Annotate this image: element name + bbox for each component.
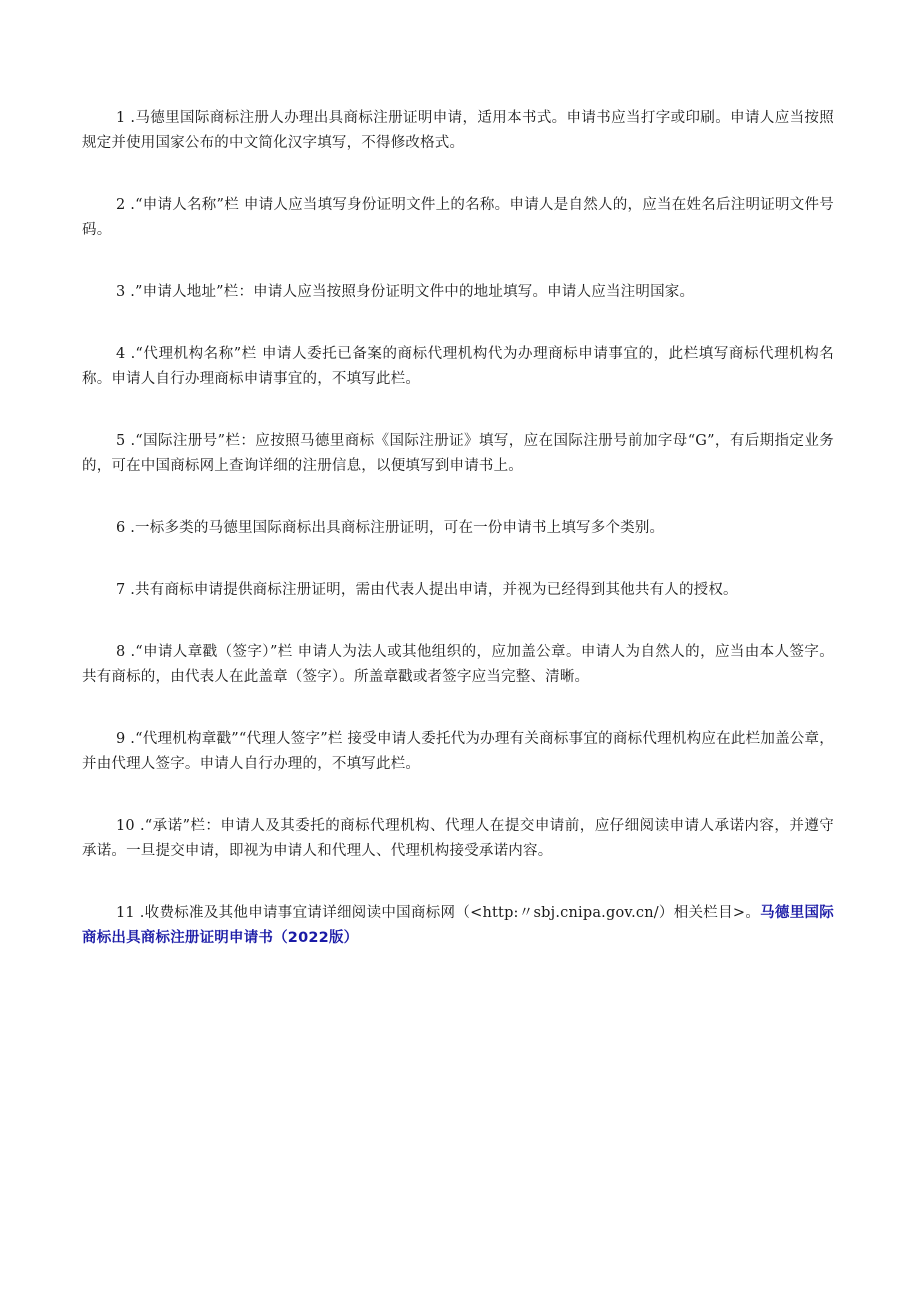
paragraph-text: .“申请人章戳（签字）”栏 申请人为法人或其他组织的，应加盖公章。申请人为自然人的，应当由本人签字。共有商标的，由代表人在此盖章（签字）。所盖章戳或者签字应当完整、清晰。 xyxy=(82,644,834,685)
paragraph-number: 11 xyxy=(116,905,135,921)
paragraph-number: 1 xyxy=(116,110,126,126)
instruction-paragraph-6 xyxy=(82,516,834,541)
paragraph-number: 2 xyxy=(116,197,126,213)
form-title-link[interactable]: 马德里国际商标出具商标注册证明申请书（2022版） xyxy=(82,905,834,946)
paragraph-number: 9 xyxy=(116,731,126,747)
paragraph-text: .收费标准及其他申请事宜请详细阅读中国商标网（<http:〃sbj.cnipa.gov.cn/）相关栏目>。 xyxy=(134,905,761,921)
instruction-paragraph-10 xyxy=(82,814,834,864)
paragraph-number: 7 xyxy=(116,582,126,598)
instruction-paragraph-8 xyxy=(82,640,834,690)
instruction-paragraph-9 xyxy=(82,727,834,777)
paragraph-number: 4 xyxy=(116,346,126,362)
instruction-paragraph-5 xyxy=(82,429,834,479)
instruction-paragraph-1 xyxy=(82,106,834,156)
paragraph-number: 6 xyxy=(116,520,126,536)
paragraph-number: 3 xyxy=(116,284,126,300)
paragraph-number: 10 xyxy=(116,818,135,834)
paragraph-text: .“申请人名称”栏 申请人应当填写身份证明文件上的名称。申请人是自然人的，应当在姓名后注明证明文件号码。 xyxy=(82,197,834,238)
instructions-list xyxy=(82,106,834,988)
paragraph-text: .“国际注册号”栏：应按照马德里商标《国际注册证》填写，应在国际注册号前加字母“G”，有后期指定业务的，可在中国商标网上查询详细的注册信息，以便填写到申请书上。 xyxy=(82,433,834,474)
instruction-paragraph-3 xyxy=(82,280,834,305)
paragraph-text: .“代理机构章戳”“代理人签字”栏 接受申请人委托代为办理有关商标事宜的商标代理机构应在此栏加盖公章，并由代理人签字。申请人自行办理的，不填写此栏。 xyxy=(82,731,834,772)
instruction-paragraph-11 xyxy=(82,901,834,951)
instruction-paragraph-2 xyxy=(82,193,834,243)
paragraph-text: .马德里国际商标注册人办理出具商标注册证明申请，适用本书式。申请书应当打字或印刷。申请人应当按照规定并使用国家公布的中文简化汉字填写，不得修改格式。 xyxy=(82,110,834,151)
paragraph-text: .共有商标申请提供商标注册证明，需由代表人提出申请，并视为已经得到其他共有人的授权。 xyxy=(125,582,738,598)
paragraph-number: 8 xyxy=(116,644,126,660)
instruction-paragraph-7 xyxy=(82,578,834,603)
paragraph-number: 5 xyxy=(116,433,126,449)
paragraph-text: .“代理机构名称”栏 申请人委托已备案的商标代理机构代为办理商标申请事宜的，此栏填写商标代理机构名称。申请人自行办理商标申请事宜的，不填写此栏。 xyxy=(82,346,834,387)
paragraph-text: .“承诺”栏：申请人及其委托的商标代理机构、代理人在提交申请前，应仔细阅读申请人承诺内容，并遵守承诺。一旦提交申请，即视为申请人和代理人、代理机构接受承诺内容。 xyxy=(82,818,834,859)
paragraph-text: .”申请人地址”栏：申请人应当按照身份证明文件中的地址填写。申请人应当注明国家。 xyxy=(125,284,695,300)
instruction-paragraph-4 xyxy=(82,342,834,392)
paragraph-text: .一标多类的马德里国际商标出具商标注册证明，可在一份申请书上填写多个类别。 xyxy=(125,520,665,536)
